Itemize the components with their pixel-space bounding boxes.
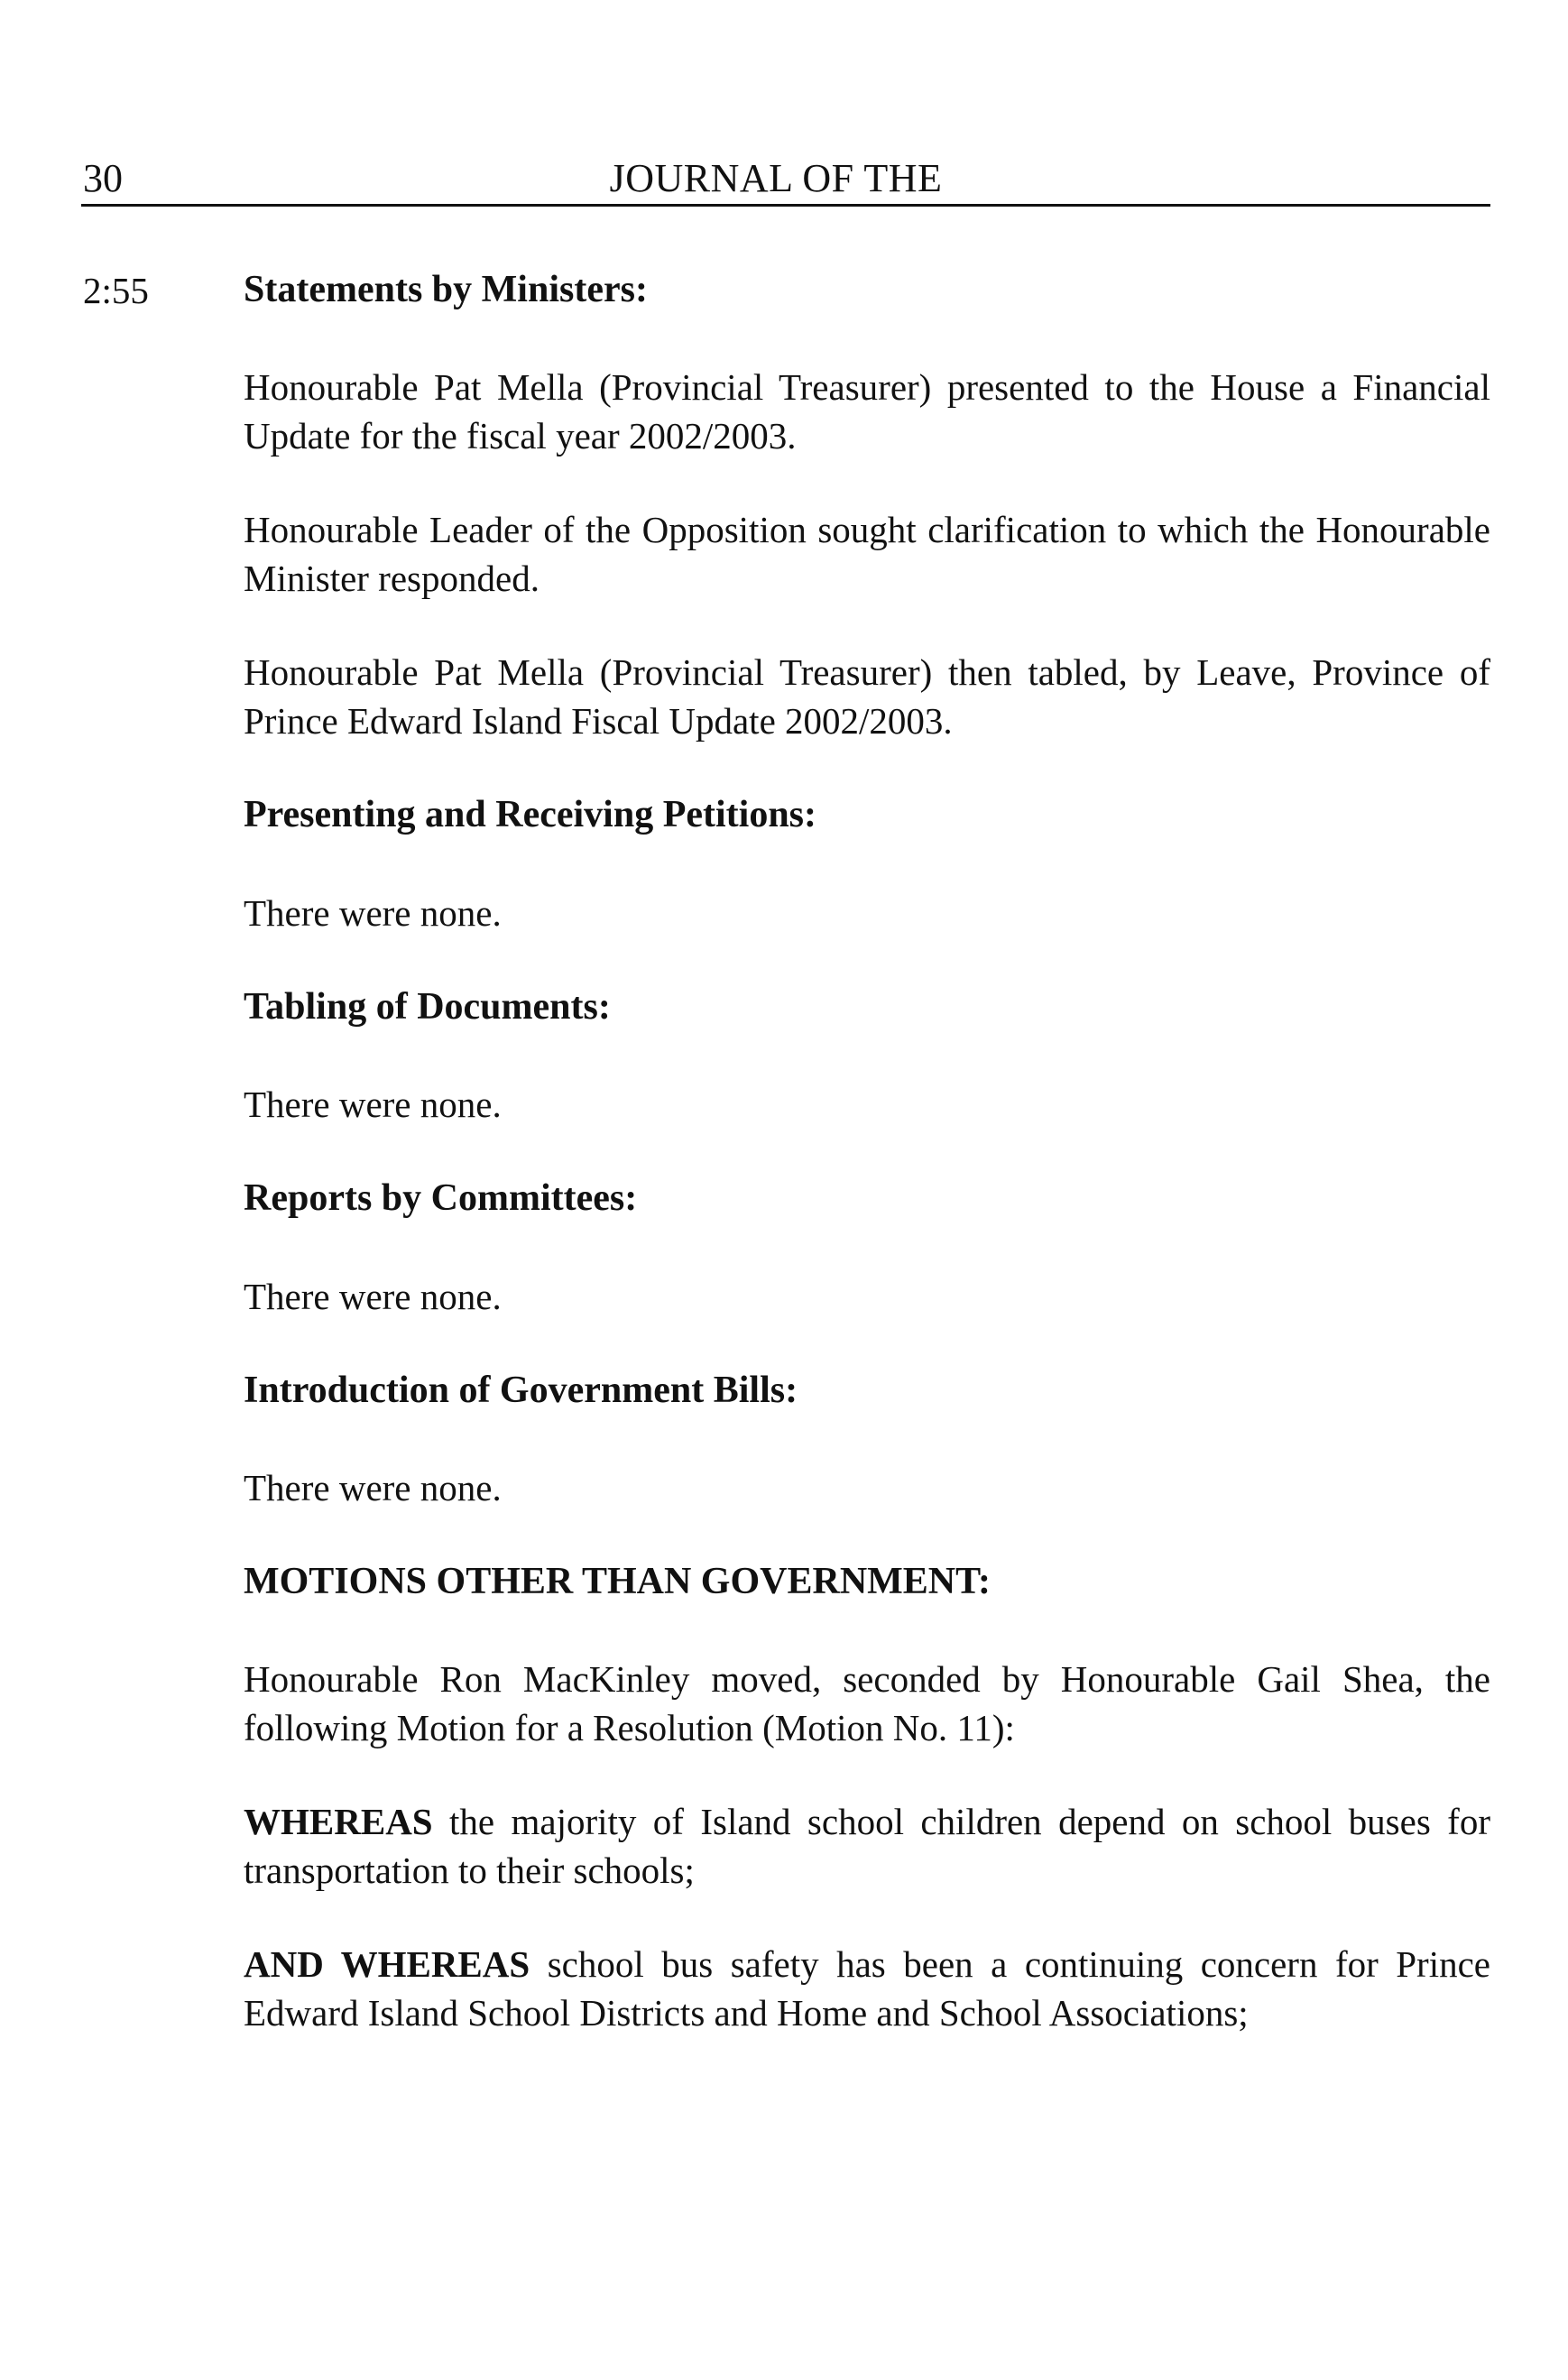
section-heading-statements: Statements by Ministers: <box>244 269 648 310</box>
paragraph-clarification: Honourable Leader of the Opposition sought clarification to which the Honourable Minister responded. <box>244 509 1490 600</box>
whereas-lead: WHEREAS <box>244 1801 433 1843</box>
section-heading-petitions: Presenting and Receiving Petitions: <box>244 794 817 836</box>
running-head: JOURNAL OF THE <box>609 156 943 200</box>
paragraph-whereas-2 <box>244 1940 1490 2037</box>
paragraph-tabling-none: There were none. <box>244 1084 502 1126</box>
and-whereas-lead: AND WHEREAS <box>244 1943 530 1986</box>
paragraph-reports-none: There were none. <box>244 1275 502 1317</box>
section-heading-bills: Introduction of Government Bills: <box>244 1369 798 1411</box>
page-number: 30 <box>83 156 123 200</box>
section-heading-motions: MOTIONS OTHER THAN GOVERNMENT: <box>244 1560 992 1602</box>
paragraph-financial-update: Honourable Pat Mella (Provincial Treasurer) presented to the House a Financial Update for the fiscal year 2002/2003. <box>244 366 1490 457</box>
and-whereas-text: school bus safety has been a continuing concern for Prince Edward Island School Districts and Home and School Associations; <box>244 1943 1490 2034</box>
header-rule <box>81 204 1490 207</box>
paragraph-fiscal-update-tabled: Honourable Pat Mella (Provincial Treasurer) then tabled, by Leave, Province of Prince Edward Island Fiscal Update 2002/2003. <box>244 651 1490 743</box>
paragraph-motion-moved: Honourable Ron MacKinley moved, seconded by Honourable Gail Shea, the following Motion for a Resolution (Motion No. 11): <box>244 1658 1490 1749</box>
paragraph-petitions-none: There were none. <box>244 891 502 934</box>
journal-content <box>244 267 1490 2037</box>
section-heading-tabling: Tabling of Documents: <box>244 985 611 1028</box>
paragraph-whereas-1 <box>244 1797 1490 1895</box>
section-heading-reports: Reports by Committees: <box>244 1177 638 1220</box>
time-stamp: 2:55 <box>83 270 149 311</box>
whereas-text: the majority of Island school children depend on school buses for transportation to their schools; <box>244 1801 1490 1892</box>
paragraph-bills-none: There were none. <box>244 1466 502 1508</box>
